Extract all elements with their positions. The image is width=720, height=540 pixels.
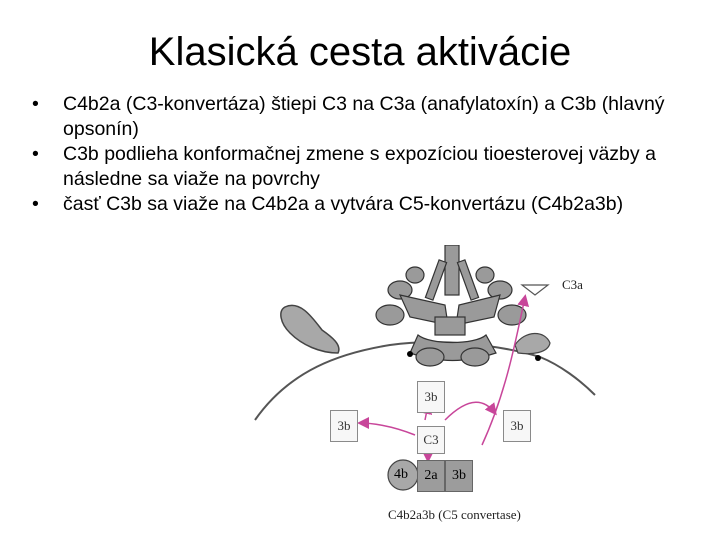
complex-2a: 2a [417, 460, 445, 492]
membrane-small-protein [281, 305, 339, 353]
bullet-list [32, 92, 692, 217]
bullet-item [32, 92, 692, 142]
bullet-text: C3b podlieha konformačnej zmene s expozíciou tioesterovej väzby a následne sa viaže na povrchy [63, 143, 656, 190]
c3b-box-top: 3b [417, 381, 445, 413]
c3-box: C3 [417, 426, 445, 454]
bullet-text: C4b2a (C3-konvertáza) štiepi C3 na C3a (anafylatoxín) a C3b (hlavný opsonín) [63, 93, 665, 140]
bullet-text: časť C3b sa viaže na C4b2a a vytvára C5-konvertázu (C4b2a3b) [63, 193, 624, 215]
bullet-marker: • [32, 143, 39, 165]
complement-diagram [250, 245, 610, 535]
surface-dot [407, 351, 413, 357]
complex-3b: 3b [445, 460, 473, 492]
slide-title: Klasická cesta aktivácie [148, 30, 572, 74]
figure-caption: C4b2a3b (C5 convertase) [388, 507, 521, 522]
complex-4b: 4b [394, 467, 408, 482]
bullet-marker: • [32, 193, 39, 215]
bullet-item [32, 142, 692, 192]
c3a-label: C3a [562, 277, 583, 292]
bullet-marker: • [32, 93, 39, 115]
c3b-box-left: 3b [330, 410, 358, 442]
arrow-to-left-3b [360, 423, 415, 435]
c3b-box-right: 3b [503, 410, 531, 442]
arrow-to-right-3b [445, 402, 495, 420]
c3a-fragment [522, 285, 548, 295]
bullet-item [32, 192, 692, 217]
surface-protein [515, 333, 550, 353]
surface-dot [535, 355, 541, 361]
